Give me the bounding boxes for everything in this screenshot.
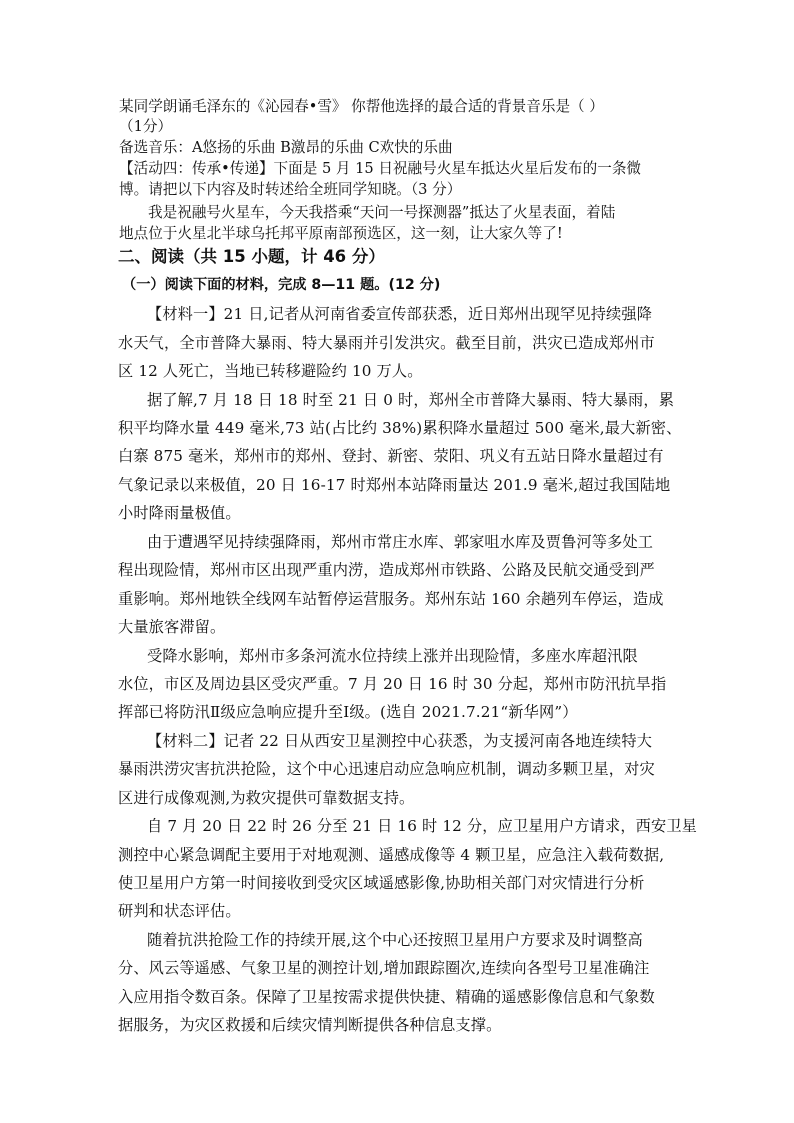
material-line: 分、风云等遥感、气象卫星的测控计划,增加跟踪圈次,连续向各型号卫星准确注 [118, 959, 650, 977]
material-line: 水天气，全市普降大暴雨、特大暴雨并引发洪灾。截至目前，洪灾已造成郑州市 [118, 334, 655, 352]
material-line: 白寨 875 毫米，郑州市的郑州、登封、新密、荥阳、巩义有五站日降水量超过有 [118, 447, 664, 465]
material-line: 气象记录以来极值，20 日 16-17 时郑州本站降雨量达 201.9 毫米,超过我国陆地 [118, 476, 671, 494]
material-line: 重影响。郑州地铁全线网车站暂停运营服务。郑州东站 160 余趟列车停运，造成 [118, 590, 664, 608]
material-line: 入应用指令数百条。保障了卫星按需求提供快捷、精确的遥感影像信息和气象数 [118, 988, 655, 1006]
activity-4-line-2: 博。请把以下内容及时转述给全班同学知晓。（3 分） [119, 181, 462, 198]
material-line: 使卫星用户方第一时间接收到受灾区域遥感影像,协助相关部门对灾情进行分析 [118, 874, 645, 892]
material-line: 挥部已将防汛Ⅱ级应急响应提升至Ⅰ级。(选自 2021.7.21“新华网”） [118, 703, 578, 721]
material-line: 区 12 人死亡，当地已转移避险约 10 万人。 [118, 362, 423, 380]
material-line: 测控中心紧急调配主要用于对地观测、遥感成像等 4 颗卫星，应急注入载荷数据, [118, 846, 665, 864]
question-line-1: 某同学朗诵毛泽东的《沁园春•雪》 你帮他选择的最合适的背景音乐是（ ） [119, 98, 604, 115]
material-line: 小时降雨量极值。 [118, 504, 241, 522]
material-line: 【材料一】21 日,记者从河南省委宣传部获悉，近日郑州出现罕见持续强降 [147, 305, 653, 323]
activity-4-line-1: 【活动四：传承•传递】下面是 5 月 15 日祝融号火星车抵达火星后发布的一条微 [119, 160, 642, 177]
material-line: 据了解,7 月 18 日 18 时至 21 日 0 时，郑州全市普降大暴雨、特大暴雨，累 [147, 391, 675, 409]
material-line: 暴雨洪涝灾害抗洪抢险，这个中心迅速启动应急响应机制，调动多颗卫星，对灾 [118, 760, 655, 778]
music-options: 备选音乐：A悠扬的乐曲 B激昂的乐曲 C欢快的乐曲 [119, 139, 453, 156]
section-title: 二、阅读（共 15 小题，计 46 分） [118, 247, 385, 266]
question-line-2: （1分） [119, 118, 173, 135]
material-line: 由于遭遇罕见持续强降雨，郑州市常庄水库、郭家咀水库及贾鲁河等多处工 [147, 533, 654, 551]
weibo-line-2: 地点位于火星北半球乌托邦平原南部预选区，这一刻，让大家久等了! [119, 225, 563, 242]
material-line: 水位，市区及周边县区受灾严重。7 月 20 日 16 时 30 分起，郑州市防汛抗旱指 [118, 675, 667, 693]
material-line: 研判和状态评估。 [118, 902, 241, 920]
material-line: 大量旅客滞留。 [118, 618, 226, 636]
material-line: 程出现险情，郑州市区出现严重内涝，造成郑州市铁路、公路及民航交通受到严 [118, 561, 655, 579]
weibo-line-1: 我是祝融号火星车，今天我搭乘“天问一号探测器”抵达了火星表面，着陆 [148, 204, 616, 221]
material-line: 【材料二】记者 22 日从西安卫星测控中心获悉，为支援河南各地连续特大 [147, 732, 653, 750]
section-subtitle: （一）阅读下面的材料，完成 8—11 题。(12 分) [122, 277, 441, 293]
material-line: 据服务，为灾区救援和后续灾情判断提供各种信息支撑。 [118, 1016, 502, 1034]
material-line: 自 7 月 20 日 22 时 26 分至 21 日 16 时 12 分，应卫星用户方请求，西安卫星 [147, 817, 698, 835]
material-line: 随着抗洪抢险工作的持续开展,这个中心还按照卫星用户方要求及时调整高 [147, 931, 643, 949]
material-line: 区进行成像观测,为救灾提供可靠数据支持。 [118, 789, 415, 807]
material-line: 受降水影响，郑州市多条河流水位持续上涨并出现险情，多座水库超汛限 [147, 647, 638, 665]
material-line: 积平均降水量 449 毫米,73 站(占比约 38%)累积降水量超过 500 毫米,最大新密、 [118, 419, 682, 437]
